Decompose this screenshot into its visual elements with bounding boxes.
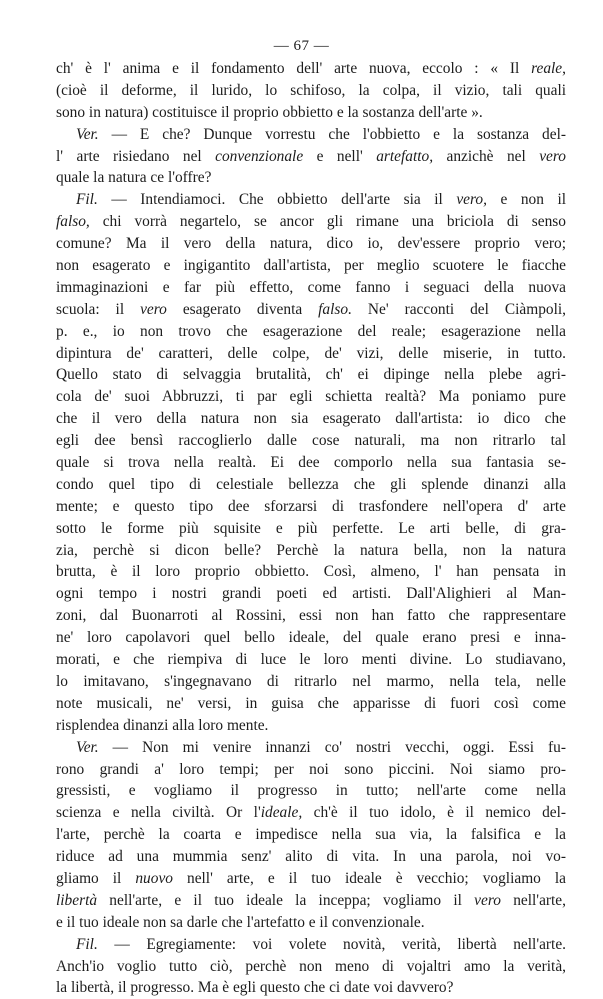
text-segment: comune? Ma il vero della natura, dico io, dev'essere proprio vero; [56, 235, 566, 253]
text-segment: quale la natura ce l'offre? [56, 169, 212, 187]
text-segment: sono in natura) costituisce il proprio obbietto e la sostanza dell'arte ». [56, 103, 483, 121]
text-line [56, 561, 566, 583]
text-segment: — Non mi venire innanzi co' nostri vecchi, oggi. Essi fu- [98, 738, 566, 756]
text-segment: riduce ad una mummia senz' alito di vita. In una parola, noi vo- [56, 848, 566, 866]
text-segment: mente; e questo tipo dee sforzarsi di trasfondere nell'opera d' arte [56, 497, 566, 515]
text-line [56, 780, 566, 802]
text-line [56, 934, 566, 956]
text-segment: e non il [486, 191, 567, 209]
text-line [56, 386, 566, 408]
text-segment: gressisti, e vogliamo il progresso in tutto; nell'arte come nella [56, 782, 566, 800]
text-line [56, 474, 566, 496]
italic-term: nuovo [135, 869, 173, 887]
text-segment: rono grandi a' loro tempi; per noi sono piccini. Noi siamo pro- [56, 760, 566, 778]
text-segment: zia, perchè si dicon belle? Perchè la natura bella, non la natura [56, 541, 566, 559]
text-line [56, 583, 566, 605]
body-text [56, 58, 566, 999]
text-line [56, 802, 566, 824]
text-line [56, 715, 566, 737]
text-line [56, 627, 566, 649]
text-segment: non esagerato e ingigantito dall'artista, per meglio scuotere le fiacche [56, 257, 566, 275]
text-segment: anzichè nel [433, 147, 540, 165]
text-segment: Quello stato di selvaggia brutalità, ch' ei dipinge nella plebe agri- [56, 366, 566, 384]
italic-term: convenzionale [215, 147, 304, 165]
text-line [56, 255, 566, 277]
text-segment: nell'arte, e il tuo ideale la inceppa; vogliamo il [97, 891, 475, 909]
text-segment: ogni tempo i nostri grandi poeti ed artisti. Dall'Alighieri al Man- [56, 585, 566, 603]
text-segment: l' arte risiedano nel [56, 147, 216, 165]
text-line [56, 846, 566, 868]
text-line [56, 277, 566, 299]
text-segment: — E che? Dunque vorrestu che l'obbietto e la sostanza del- [98, 125, 566, 143]
italic-term: vero [474, 891, 501, 909]
text-line [56, 58, 566, 80]
italic-term: vero [539, 147, 566, 165]
text-segment: egli dee bensì raccoglierlo dalle cose naturali, ma non ritrarlo tal [56, 432, 566, 450]
text-line [56, 912, 566, 934]
text-line [56, 540, 566, 562]
text-segment: scienza e nella civiltà. Or l' [56, 804, 261, 822]
text-line [56, 343, 566, 365]
text-segment: ne' loro capolavori quel bello ideale, del quale erano presi e inna- [56, 629, 566, 647]
text-segment: e il tuo ideale non sa darle che l'artefatto e il convenzionale. [56, 913, 425, 931]
text-segment: brutta, è il loro proprio obbietto. Così, almeno, l' han pensata in [56, 563, 566, 581]
text-segment: zoni, dal Buonarroti al Rossini, essi non han fatto che rappresentare [56, 607, 566, 625]
italic-term: falso, [56, 213, 90, 231]
text-segment: morati, e che riempiva di luce le loro menti divine. Lo studiavano, [56, 651, 566, 669]
text-segment: sotto le forme più squisite e più perfette. Le arti belle, di gra- [56, 519, 566, 537]
text-line [56, 80, 566, 102]
text-segment: Ne' racconti del Ciàmpoli, [351, 300, 567, 318]
text-line [56, 649, 566, 671]
text-line [56, 759, 566, 781]
text-line [56, 299, 566, 321]
page-number: — 67 — [273, 38, 330, 54]
text-segment: lo imitavano, s'ingegnavano di ritrarlo nel marmo, nella tela, nelle [56, 672, 566, 690]
italic-term: vero, [456, 191, 487, 209]
text-line [56, 124, 566, 146]
text-line [56, 977, 566, 999]
text-segment: — Egregiamente: voi volete novità, verità, libertà nell'arte. [97, 935, 566, 953]
text-line [56, 364, 566, 386]
text-segment: immaginazioni e far più effetto, come fanno i seguaci della nuova [56, 278, 566, 296]
text-segment: Anch'io voglio tutto ciò, perchè non meno di vojaltri amo la verità, [56, 957, 566, 975]
text-segment: ch'è il tuo idolo, è il nemico del- [302, 804, 566, 822]
text-segment: gliamo il [56, 869, 136, 887]
text-line [56, 868, 566, 890]
text-segment: che il vero della natura non sia esagerato dall'artista: io dico che [56, 410, 566, 428]
text-line [56, 321, 566, 343]
text-line [56, 956, 566, 978]
text-line [56, 693, 566, 715]
text-segment: cola de' suoi Abbruzzi, ti par egli schietta realtà? Ma poniamo pure [56, 388, 566, 406]
italic-term: Ver. [76, 738, 99, 756]
text-line [56, 518, 566, 540]
text-segment: esagerato diventa [166, 300, 319, 318]
text-line [56, 890, 566, 912]
italic-term: falso. [318, 300, 352, 318]
text-line [56, 605, 566, 627]
italic-term: Ver. [76, 125, 99, 143]
text-line [56, 233, 566, 255]
text-line [56, 737, 566, 759]
text-segment: risplendea dinanzi alla loro mente. [56, 716, 269, 734]
text-segment: — Intendiamoci. Che obbietto dell'arte sia il [97, 191, 457, 209]
text-line [56, 496, 566, 518]
text-line [56, 167, 566, 189]
text-segment: e nell' [303, 147, 377, 165]
text-line [56, 671, 566, 693]
text-segment: la libertà, il progresso. Ma è egli questo che ci date voi davvero? [56, 979, 454, 997]
text-segment: dipintura de' caratteri, delle colpe, de' vizi, delle miserie, in tutto. [56, 344, 566, 362]
italic-term: Fil. [76, 935, 98, 953]
text-segment: ch' è l' anima e il fondamento dell' arte nuova, eccolo : « Il [56, 60, 532, 77]
italic-term: libertà [56, 891, 98, 909]
text-line [56, 146, 566, 168]
text-segment: scuola: il [56, 300, 141, 318]
italic-term: vero [140, 300, 167, 318]
text-segment: chi vorrà negartelo, se ancor gli rimane una briciola di senso [89, 213, 566, 231]
italic-term: Fil. [76, 191, 98, 209]
text-segment: (cioè il deforme, il lurido, lo schifoso, la colpa, il vizio, tali quali [56, 81, 566, 99]
italic-term: reale [531, 60, 563, 77]
text-line [56, 102, 566, 124]
text-line [56, 824, 566, 846]
text-line [56, 189, 566, 211]
text-line [56, 452, 566, 474]
text-segment: p. e., io non trovo che esagerazione del reale; esagerazione nella [56, 322, 566, 340]
italic-term: artefatto, [376, 147, 434, 165]
text-line [56, 408, 566, 430]
text-segment: nell' arte, e il tuo ideale è vecchio; vogliamo la [172, 869, 566, 887]
italic-term: ideale, [260, 804, 303, 822]
text-segment: condo quel tipo di celestiale bellezza che gli splende dinanzi alla [56, 475, 566, 493]
text-line [56, 430, 566, 452]
text-segment: nell'arte, [500, 891, 566, 909]
text-segment: quale si trova nella realtà. Ei dee comporlo nella sua fantasia se- [56, 454, 566, 472]
text-segment: , [562, 60, 566, 77]
text-line [56, 211, 566, 233]
text-segment: l'arte, perchè la coarta e impedisce nella sua via, la falsifica e la [56, 826, 566, 844]
text-segment: note musicali, ne' versi, in guisa che apparisse di fuori così come [56, 694, 566, 712]
